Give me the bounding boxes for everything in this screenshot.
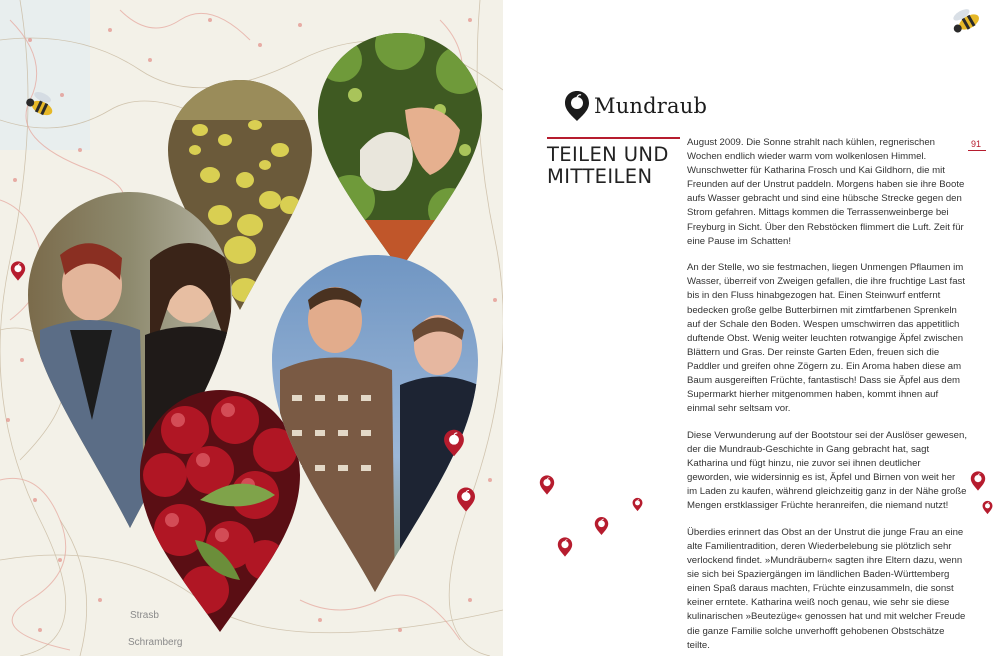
- map-pin-icon: [444, 430, 464, 456]
- map-pin-icon: [11, 261, 25, 280]
- paragraph: Überdies erinnert das Obst an der Unstrut die junge Frau an eine alte Familientradition, deren Wiederbelebung sie plötzlich sehr verlockend findet. »Mundräubern« sagten ihre Eltern dazu, wenn sie sich bei Spaziergängen im ländlichen Baden-Württemberg einen Spaß daraus machten, Früchte einzusammeln, die sonst keiner erntete. Katharina weiß noch genau, wie sehr sie diese kulinarischen »Beutezüge« genossen hat und mit welcher Freude die ganze Familie solche unverhofft gehobenen Obstschätze teilte.: [687, 526, 966, 651]
- paragraph: August 2009. Die Sonne strahlt nach kühlen, regnerischen Wochen endlich wieder warm vom wolkenlosen Himmel. Wunschwetter für Katharina Frosch und Kai Gildhorn, die mit Freunden auf der Unstrut paddeln. Morgens haben sie ihre Boote aufs Wasser gebracht und sind eine hübsche Strecke gegen den Strom gefahren. Mittags kommen die Terrassenweinberge bei Freyburg in Sicht. Über den Rebstöcken flimmert die Luft. Zeit für eine Pause im Schatten!: [687, 137, 965, 247]
- map-pin-icon: [595, 517, 609, 535]
- map-pin-icon: [633, 498, 643, 511]
- map-pin-icon: [983, 501, 993, 514]
- map-label-schramberg: Schramberg: [128, 637, 183, 648]
- map-pin-icon: [457, 488, 475, 512]
- map-pin-icon: [540, 475, 554, 494]
- page-number: 91: [971, 139, 982, 149]
- paragraph: An der Stelle, wo sie festmachen, liegen Unmengen Pflaumen im Wasser, überreif von Zweigen gefallen, die ihre fruchtige Last fast bis in den Fluss hinabgezogen hat. Einen Steinwurf entfernt bedecken große gelbe Butterbirnen mit zimtfarbenen Sprenkeln auf der Schale den Boden. Wespen umschwirren das appetitlich duftende Obst. Wenig weiter leuchten rotwangige Äpfel zwischen Blättern und Gras. Der reinste Garten Eden, freuen sich die Paddler und greifen ohne Zögern zu. Ein Aroma haben diese am Baum ausgereiften Früchte, fantastisch! Dass sie Äpfel aus dem Supermarkt hierher mitgenommen haben, kommt ihnen auf einmal sehr seltsam vor.: [687, 262, 966, 415]
- map-label-strasbourg: Strasb: [130, 610, 159, 621]
- paragraph: Diese Verwunderung auf der Bootstour sei der Auslöser gewesen, der die Mundraub-Geschichte in Gang gebracht hat, sagt Katharina und fügt hinzu, nie zuvor sei ihnen deutlicher geworden, wie widersinnig es ist, Äpfel und Birnen von weit her im Laden zu kaufen, während gleichzeitig ganz in der Nähe große Mengen erstklassiger Früchte heranreifen, die niemand nutzt!: [687, 429, 967, 512]
- heading-line-1: TEILEN UND: [547, 143, 669, 166]
- logo-text: Mundraub: [594, 94, 708, 118]
- map-pin-icon: [971, 471, 985, 490]
- heading-line-2: MITTEILEN: [547, 165, 653, 188]
- map-pin-icon: [558, 537, 572, 556]
